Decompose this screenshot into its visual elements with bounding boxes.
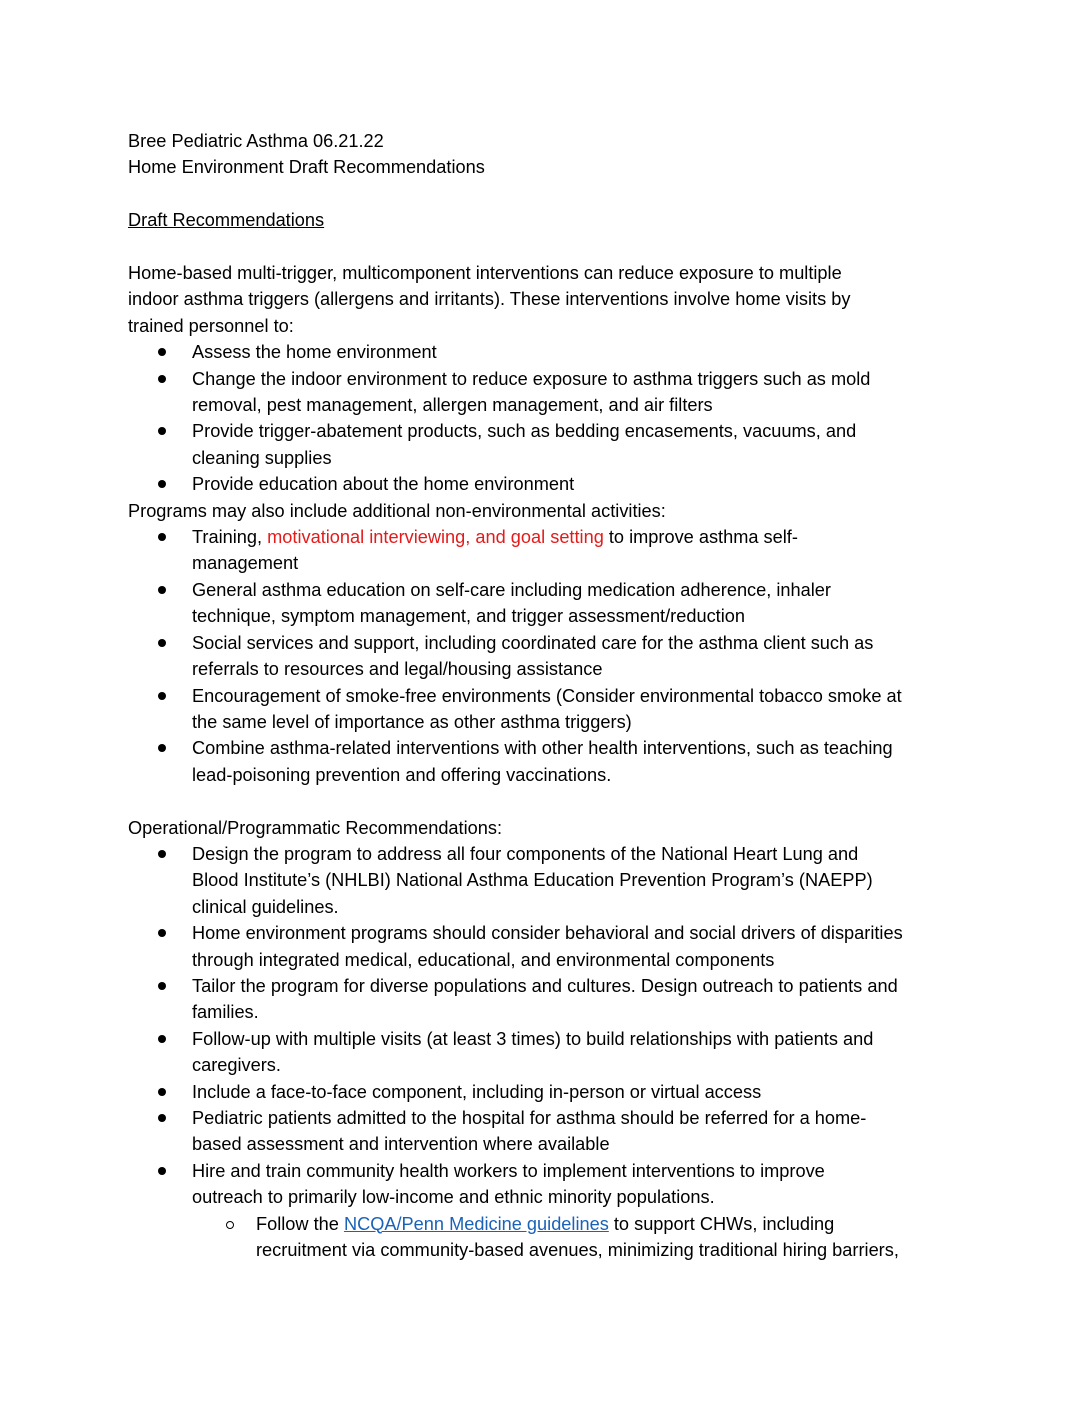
- list-item-text: Include a face-to-face component, including in-person or virtual access: [192, 1081, 762, 1102]
- list-item-text: Follow-up with multiple visits (at least 3 times) to build relationships with patients and: [192, 1028, 874, 1049]
- operational-list: [128, 841, 968, 1211]
- list-item-text: the same level of importance as other asthma triggers): [192, 711, 632, 732]
- bullet-icon: [158, 1114, 166, 1122]
- list-item-text: Home environment programs should consider behavioral and social drivers of disparities: [192, 923, 903, 944]
- list-item-text: cleaning supplies: [192, 447, 332, 468]
- ncqa-penn-guidelines-link[interactable]: NCQA/Penn Medicine guidelines: [343, 1213, 609, 1234]
- list-item-text: Social services and support, including coordinated care for the asthma client such as: [192, 632, 874, 653]
- intro-line: trained personnel to:: [128, 315, 294, 336]
- list-item-text: through integrated medical, educational, and environmental components: [192, 949, 775, 970]
- bullet-icon: [158, 850, 166, 858]
- bullet-icon: [158, 480, 166, 488]
- operational-heading: Operational/Programmatic Recommendations:: [128, 817, 503, 838]
- list-item: [128, 418, 968, 471]
- list-item-text: based assessment and intervention where available: [192, 1134, 610, 1155]
- list-item-text: technique, symptom management, and trigger assessment/reduction: [192, 606, 745, 627]
- list-item-text: Tailor the program for diverse populations and cultures. Design outreach to patients and: [192, 975, 898, 996]
- document-title: Bree Pediatric Asthma 06.21.22: [128, 131, 384, 151]
- list-item-text: Blood Institute’s (NHLBI) National Asthma Education Prevention Program’s (NAEPP): [192, 870, 873, 891]
- bullet-icon: [158, 982, 166, 990]
- list-item: [128, 630, 968, 683]
- bullet-icon: [158, 1088, 166, 1096]
- list-item-text: clinical guidelines.: [192, 896, 339, 917]
- list-item: [128, 471, 968, 497]
- list-item: [128, 841, 968, 920]
- list-item-text: families.: [192, 1002, 259, 1023]
- list-item: [128, 683, 968, 736]
- list-item-text: [192, 524, 968, 550]
- list-item: [128, 1105, 968, 1158]
- bullet-icon: [158, 586, 166, 594]
- bullet-icon: [158, 1035, 166, 1043]
- document-page: [128, 128, 968, 1263]
- sub-list-item: [128, 1211, 968, 1264]
- list-item-text: caregivers.: [192, 1055, 281, 1076]
- intro-line: Home-based multi-trigger, multicomponent interventions can reduce exposure to multiple: [128, 263, 842, 283]
- chw-sub-list: [128, 1211, 968, 1264]
- list-item-text: referrals to resources and legal/housing assistance: [192, 659, 603, 680]
- document-subtitle: Home Environment Draft Recommendations: [128, 157, 485, 178]
- programs-line: Programs may also include additional non-environmental activities:: [128, 500, 666, 521]
- sub-suffix: to support CHWs, including: [608, 1213, 835, 1234]
- list-item-text: Combine asthma-related interventions with other health interventions, such as teaching: [192, 738, 893, 759]
- draft-recommendations-heading: Draft Recommendations: [128, 210, 325, 231]
- bullet-icon: [158, 639, 166, 647]
- list-item-text: Design the program to address all four components of the National Heart Lung and: [192, 843, 859, 864]
- circle-bullet-icon: [226, 1221, 234, 1229]
- list-item: [128, 1026, 968, 1079]
- bullet-icon: [158, 929, 166, 937]
- list-item-text: Hire and train community health workers to implement interventions to improve: [192, 1160, 825, 1181]
- list-item-text: outreach to primarily low-income and ethnic minority populations.: [192, 1187, 715, 1208]
- list-item: [128, 577, 968, 630]
- home-visit-list: [128, 339, 968, 497]
- list-item: [128, 366, 968, 419]
- bullet-icon: [158, 1167, 166, 1175]
- training-suffix: to improve asthma self-: [603, 527, 798, 548]
- list-item-text: Encouragement of smoke-free environments (Consider environmental tobacco smoke at: [192, 685, 902, 706]
- bullet-icon: [158, 692, 166, 700]
- sub-prefix: Follow the: [256, 1213, 344, 1234]
- list-item-text: Provide trigger-abatement products, such as bedding encasements, vacuums, and: [192, 421, 857, 442]
- list-item: [128, 339, 968, 365]
- list-item-text: Change the indoor environment to reduce exposure to asthma triggers such as mold: [192, 368, 871, 389]
- list-item: [128, 735, 968, 788]
- list-item: [128, 524, 968, 577]
- list-item-text: Provide education about the home environment: [192, 474, 575, 495]
- list-item-text: removal, pest management, allergen management, and air filters: [192, 395, 713, 416]
- list-item-text: lead-poisoning prevention and offering vaccinations.: [192, 764, 612, 785]
- list-item-text: management: [192, 553, 299, 574]
- training-prefix: Training,: [192, 527, 268, 548]
- list-item-text: recruitment via community-based avenues, minimizing traditional hiring barriers,: [256, 1240, 899, 1261]
- highlighted-text: motivational interviewing, and goal setting: [267, 527, 604, 548]
- list-item: [128, 1158, 968, 1211]
- list-item-text: General asthma education on self-care including medication adherence, inhaler: [192, 579, 831, 600]
- bullet-icon: [158, 427, 166, 435]
- bullet-icon: [158, 533, 166, 541]
- list-item: [128, 1079, 968, 1105]
- list-item: [128, 920, 968, 973]
- list-item-text: Pediatric patients admitted to the hospital for asthma should be referred for a home-: [192, 1107, 867, 1128]
- bullet-icon: [158, 348, 166, 356]
- intro-line: indoor asthma triggers (allergens and irritants). These interventions involve home visits by: [128, 289, 851, 310]
- list-item: [128, 973, 968, 1026]
- bullet-icon: [158, 744, 166, 752]
- program-activities-list: [128, 524, 968, 788]
- bullet-icon: [158, 375, 166, 383]
- list-item-text: [256, 1211, 968, 1237]
- list-item-text: Assess the home environment: [192, 342, 437, 363]
